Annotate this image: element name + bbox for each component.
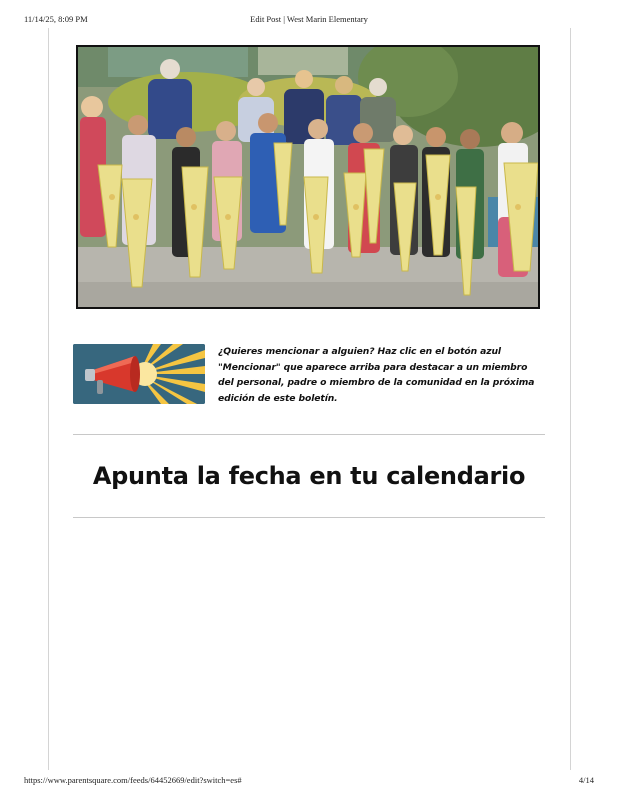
group-photo bbox=[76, 45, 540, 309]
megaphone-illustration bbox=[73, 344, 205, 404]
print-datetime: 11/14/25, 8:09 PM bbox=[24, 14, 88, 24]
print-page-title: Edit Post | West Marin Elementary bbox=[250, 14, 368, 24]
print-page-number: 4/14 bbox=[578, 775, 594, 785]
megaphone-icon bbox=[73, 344, 205, 404]
print-footer bbox=[0, 775, 618, 787]
print-header bbox=[0, 14, 618, 26]
section-divider-bottom bbox=[73, 517, 545, 518]
page-border-left bbox=[48, 28, 49, 770]
mention-instructions: ¿Quieres mencionar a alguien? Haz clic en el botón azul "Mencionar" que aparece arriba para destacar a un miembro del personal, padre o miembro de la comunidad en la próxima edición de este boletín. bbox=[218, 346, 535, 404]
print-url[interactable]: https://www.parentsquare.com/feeds/64452669/edit?switch=es# bbox=[24, 775, 242, 785]
group-photo-illustration bbox=[78, 47, 538, 307]
section-divider-top bbox=[73, 434, 545, 435]
section-heading: Apunta la fecha en tu calendario bbox=[92, 462, 526, 490]
page-border-right bbox=[570, 28, 571, 770]
